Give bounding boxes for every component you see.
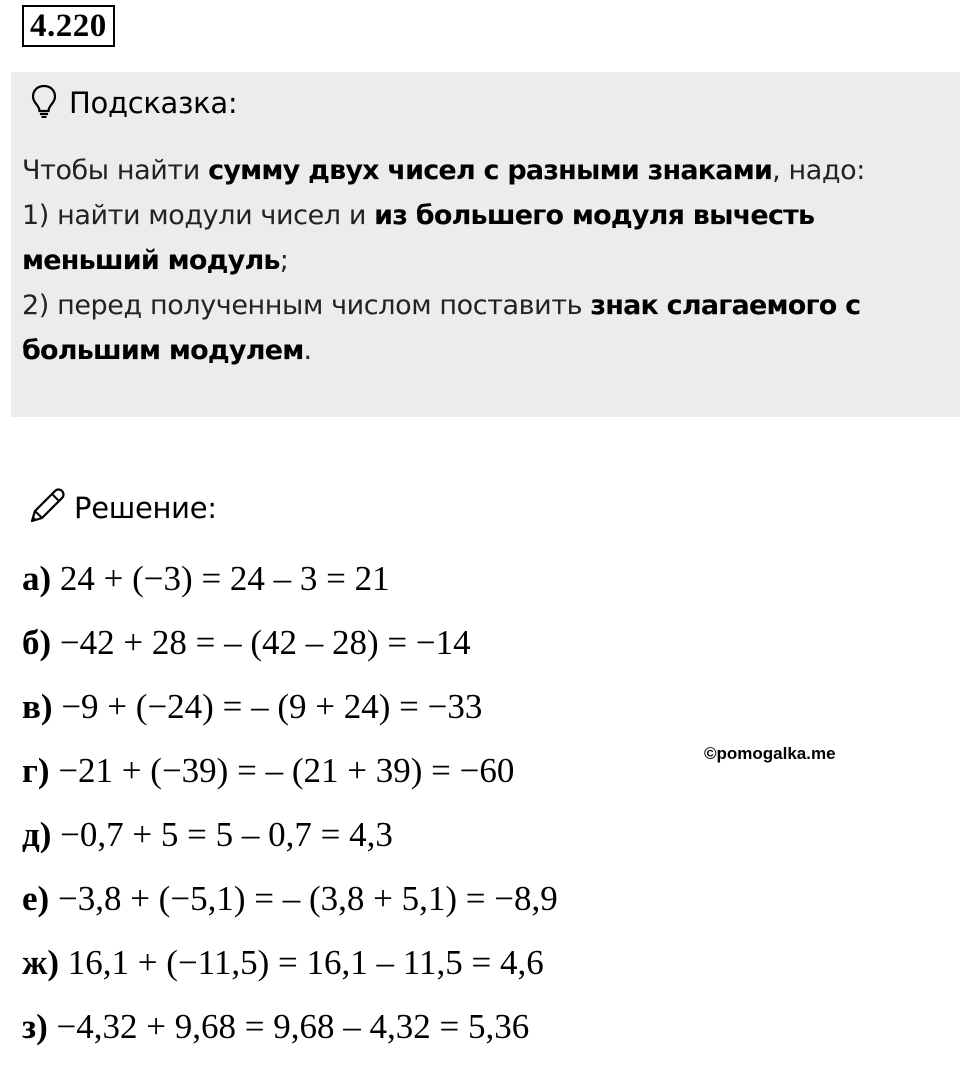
- hint-text-run: 2) перед полученным числом поставить: [22, 290, 591, 321]
- solution-item-label: ж): [22, 943, 60, 982]
- hint-line: [22, 238, 957, 283]
- solution-item-expression: 16,1 + (−11,5) = 16,1 – 11,5 = 4,6: [67, 943, 544, 982]
- solution-header: [28, 488, 217, 528]
- hint-text-run: Чтобы найти: [22, 155, 209, 186]
- solution-item-expression: −0,7 + 5 = 5 – 0,7 = 4,3: [60, 815, 393, 854]
- hint-box: [11, 72, 960, 417]
- solution-item: [22, 1002, 558, 1066]
- hint-text-run: 1) найти модули чисел и: [22, 200, 375, 231]
- solution-item-label: д): [22, 815, 52, 854]
- lightbulb-icon: [31, 84, 57, 122]
- hint-bold-text: большим модулем: [22, 335, 304, 366]
- solution-list: [22, 554, 558, 1066]
- solution-item: [22, 682, 558, 746]
- hint-text-run: ;: [279, 245, 289, 276]
- solution-item-expression: −21 + (−39) = – (21 + 39) = −60: [58, 751, 515, 790]
- task-number: 4.220: [22, 5, 115, 47]
- solution-item-label: а): [22, 559, 52, 598]
- hint-text-run: .: [303, 335, 312, 366]
- hint-header: [31, 86, 237, 120]
- solution-item: [22, 874, 558, 938]
- solution-item-label: в): [22, 687, 53, 726]
- solution-item: [22, 554, 558, 618]
- pencil-icon: [28, 487, 66, 529]
- hint-bold-text: знак слагаемого с: [590, 290, 861, 321]
- solution-item-label: з): [22, 1007, 48, 1046]
- solution-item-expression: 24 + (−3) = 24 – 3 = 21: [59, 559, 390, 598]
- solution-item: [22, 746, 558, 810]
- hint-line: [22, 328, 957, 373]
- solution-item: [22, 810, 558, 874]
- solution-item-expression: −4,32 + 9,68 = 9,68 – 4,32 = 5,36: [56, 1007, 530, 1046]
- hint-line: [22, 193, 957, 238]
- hint-text: [22, 148, 957, 373]
- solution-item-label: б): [22, 623, 52, 662]
- hint-bold-text: меньший модуль: [22, 245, 280, 276]
- hint-line: [22, 148, 957, 193]
- solution-item: [22, 938, 558, 1002]
- solution-item-label: г): [22, 751, 50, 790]
- solution-item: [22, 618, 558, 682]
- hint-title: Подсказка:: [69, 86, 238, 120]
- hint-line: [22, 283, 957, 328]
- solution-item-label: е): [22, 879, 50, 918]
- solution-item-expression: −42 + 28 = – (42 – 28) = −14: [59, 623, 471, 662]
- watermark: ©pomogalka.me: [704, 744, 836, 763]
- hint-bold-text: из большего модуля вычесть: [374, 200, 815, 231]
- hint-bold-text: сумму двух чисел с разными знаками: [208, 155, 773, 186]
- solution-item-expression: −9 + (−24) = – (9 + 24) = −33: [61, 687, 483, 726]
- solution-item-expression: −3,8 + (−5,1) = – (3,8 + 5,1) = −8,9: [57, 879, 558, 918]
- solution-title: Решение:: [74, 491, 217, 525]
- hint-text-run: , надо:: [772, 155, 865, 186]
